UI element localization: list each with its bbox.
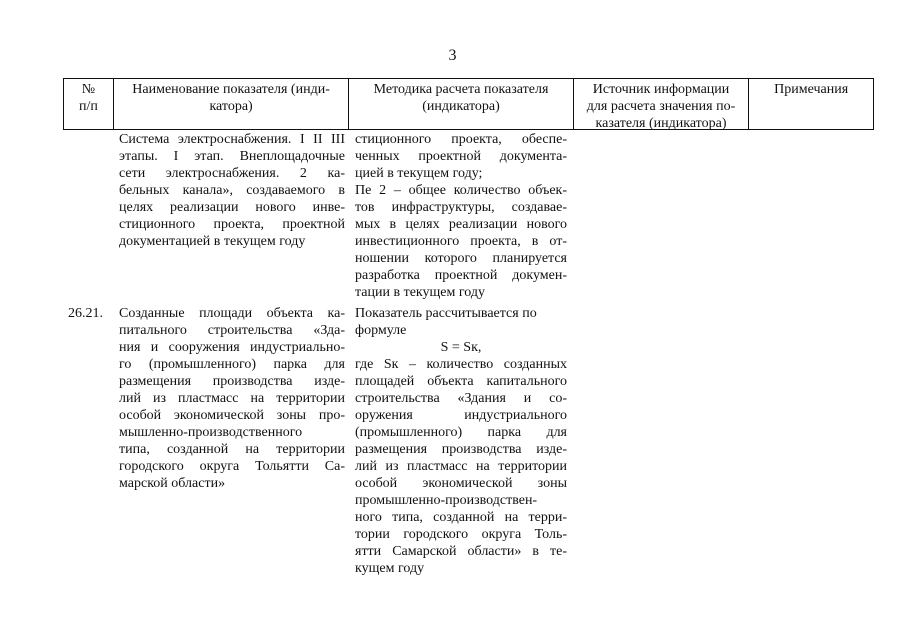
text-line: промышленно-производствен- — [355, 493, 538, 508]
text-line: ния и сооружения индустриально- — [119, 340, 345, 355]
text-line: Система электроснабжения. I II III — [119, 132, 345, 147]
text-line: лий из пластмасс на территории — [119, 391, 345, 406]
text-line: площадей объекта капитального — [355, 374, 567, 389]
text-line: тов инфраструктуры, создавае- — [355, 200, 567, 215]
row-2-num: 26.21. — [68, 306, 103, 321]
text-line: стиционного проекта, проектной — [119, 217, 345, 232]
text-line: размещения производства изде- — [119, 374, 345, 389]
text-line: кущем году — [355, 561, 425, 576]
text-line: (промышленного) парка для — [355, 425, 567, 440]
header-method-line: Методика расчета показателя — [373, 82, 549, 97]
header-num — [64, 79, 114, 129]
header-name — [114, 79, 349, 129]
text-line: где Sк – количество созданных — [355, 357, 567, 372]
table-header — [63, 78, 874, 130]
row-2-method — [355, 305, 567, 577]
text-line: мых в целях реализации нового — [355, 217, 567, 232]
text-line: строительства «Здания и со- — [355, 391, 567, 406]
text-line: питального строительства «Зда- — [119, 323, 345, 338]
header-source-line: Источник информации — [592, 82, 730, 97]
formula: S = Sк, — [440, 340, 482, 355]
text-line: сети электроснабжения. 2 ка- — [119, 166, 345, 181]
text-line: ношении которого планируется — [355, 251, 567, 266]
text-line: ного типа, созданной на терри- — [355, 510, 567, 525]
text-line: тории городского округа Толь- — [355, 527, 567, 542]
text-line: Показатель рассчитывается по — [355, 306, 537, 321]
header-num-line: п/п — [79, 99, 98, 114]
header-name-line: Наименование показателя (инди- — [132, 82, 330, 97]
header-notes — [749, 79, 873, 129]
text-line: го (промышленного) парка для — [119, 357, 345, 372]
text-line: документацией в текущем году — [119, 234, 306, 249]
text-line: оружения индустриального — [355, 408, 567, 423]
text-line: цией в текущем году; — [355, 166, 483, 181]
text-line: разработка проектной докумен- — [355, 268, 567, 283]
text-line: особой экономической зоны про- — [119, 408, 345, 423]
text-line: Пе 2 – общее количество объек- — [355, 183, 567, 198]
text-line: этапы. I этап. Внеплощадочные — [119, 149, 345, 164]
header-source-line: для расчета значения по- — [586, 99, 736, 114]
text-line: марской области» — [119, 476, 226, 491]
header-source — [574, 79, 750, 129]
text-line: инвестиционного проекта, в от- — [355, 234, 567, 249]
row-1-method — [355, 131, 567, 301]
text-line: Созданные площади объекта ка- — [119, 306, 345, 321]
row-2-name — [119, 305, 345, 492]
text-line: стиционного проекта, обеспе- — [355, 132, 567, 147]
header-method-line: (индикатора) — [422, 99, 500, 114]
text-line: ятти Самарской области» в те- — [355, 544, 567, 559]
text-line: тации в текущем году — [355, 285, 485, 300]
text-line: городского округа Тольятти Са- — [119, 459, 345, 474]
row-1-name — [119, 131, 345, 250]
header-name-line: катора) — [209, 99, 253, 114]
page-number: 3 — [448, 47, 457, 64]
text-line: формуле — [355, 323, 407, 338]
text-line: лий из пластмасс на территории — [355, 459, 567, 474]
text-line: типа, созданной на территории — [119, 442, 345, 457]
text-line: особой экономической зоны — [355, 476, 567, 491]
header-notes-line: Примечания — [774, 82, 849, 97]
header-source-line: казателя (индикатора) — [595, 116, 727, 131]
header-method — [349, 79, 573, 129]
text-line: мышленно-производственного — [119, 425, 303, 440]
text-line: целях реализации нового инве- — [119, 200, 345, 215]
header-num-line: № — [81, 82, 96, 97]
text-line: ченных проектной документа- — [355, 149, 567, 164]
text-line: бельных канала», создаваемого в — [119, 183, 345, 198]
text-line: размещения производства изде- — [355, 442, 567, 457]
